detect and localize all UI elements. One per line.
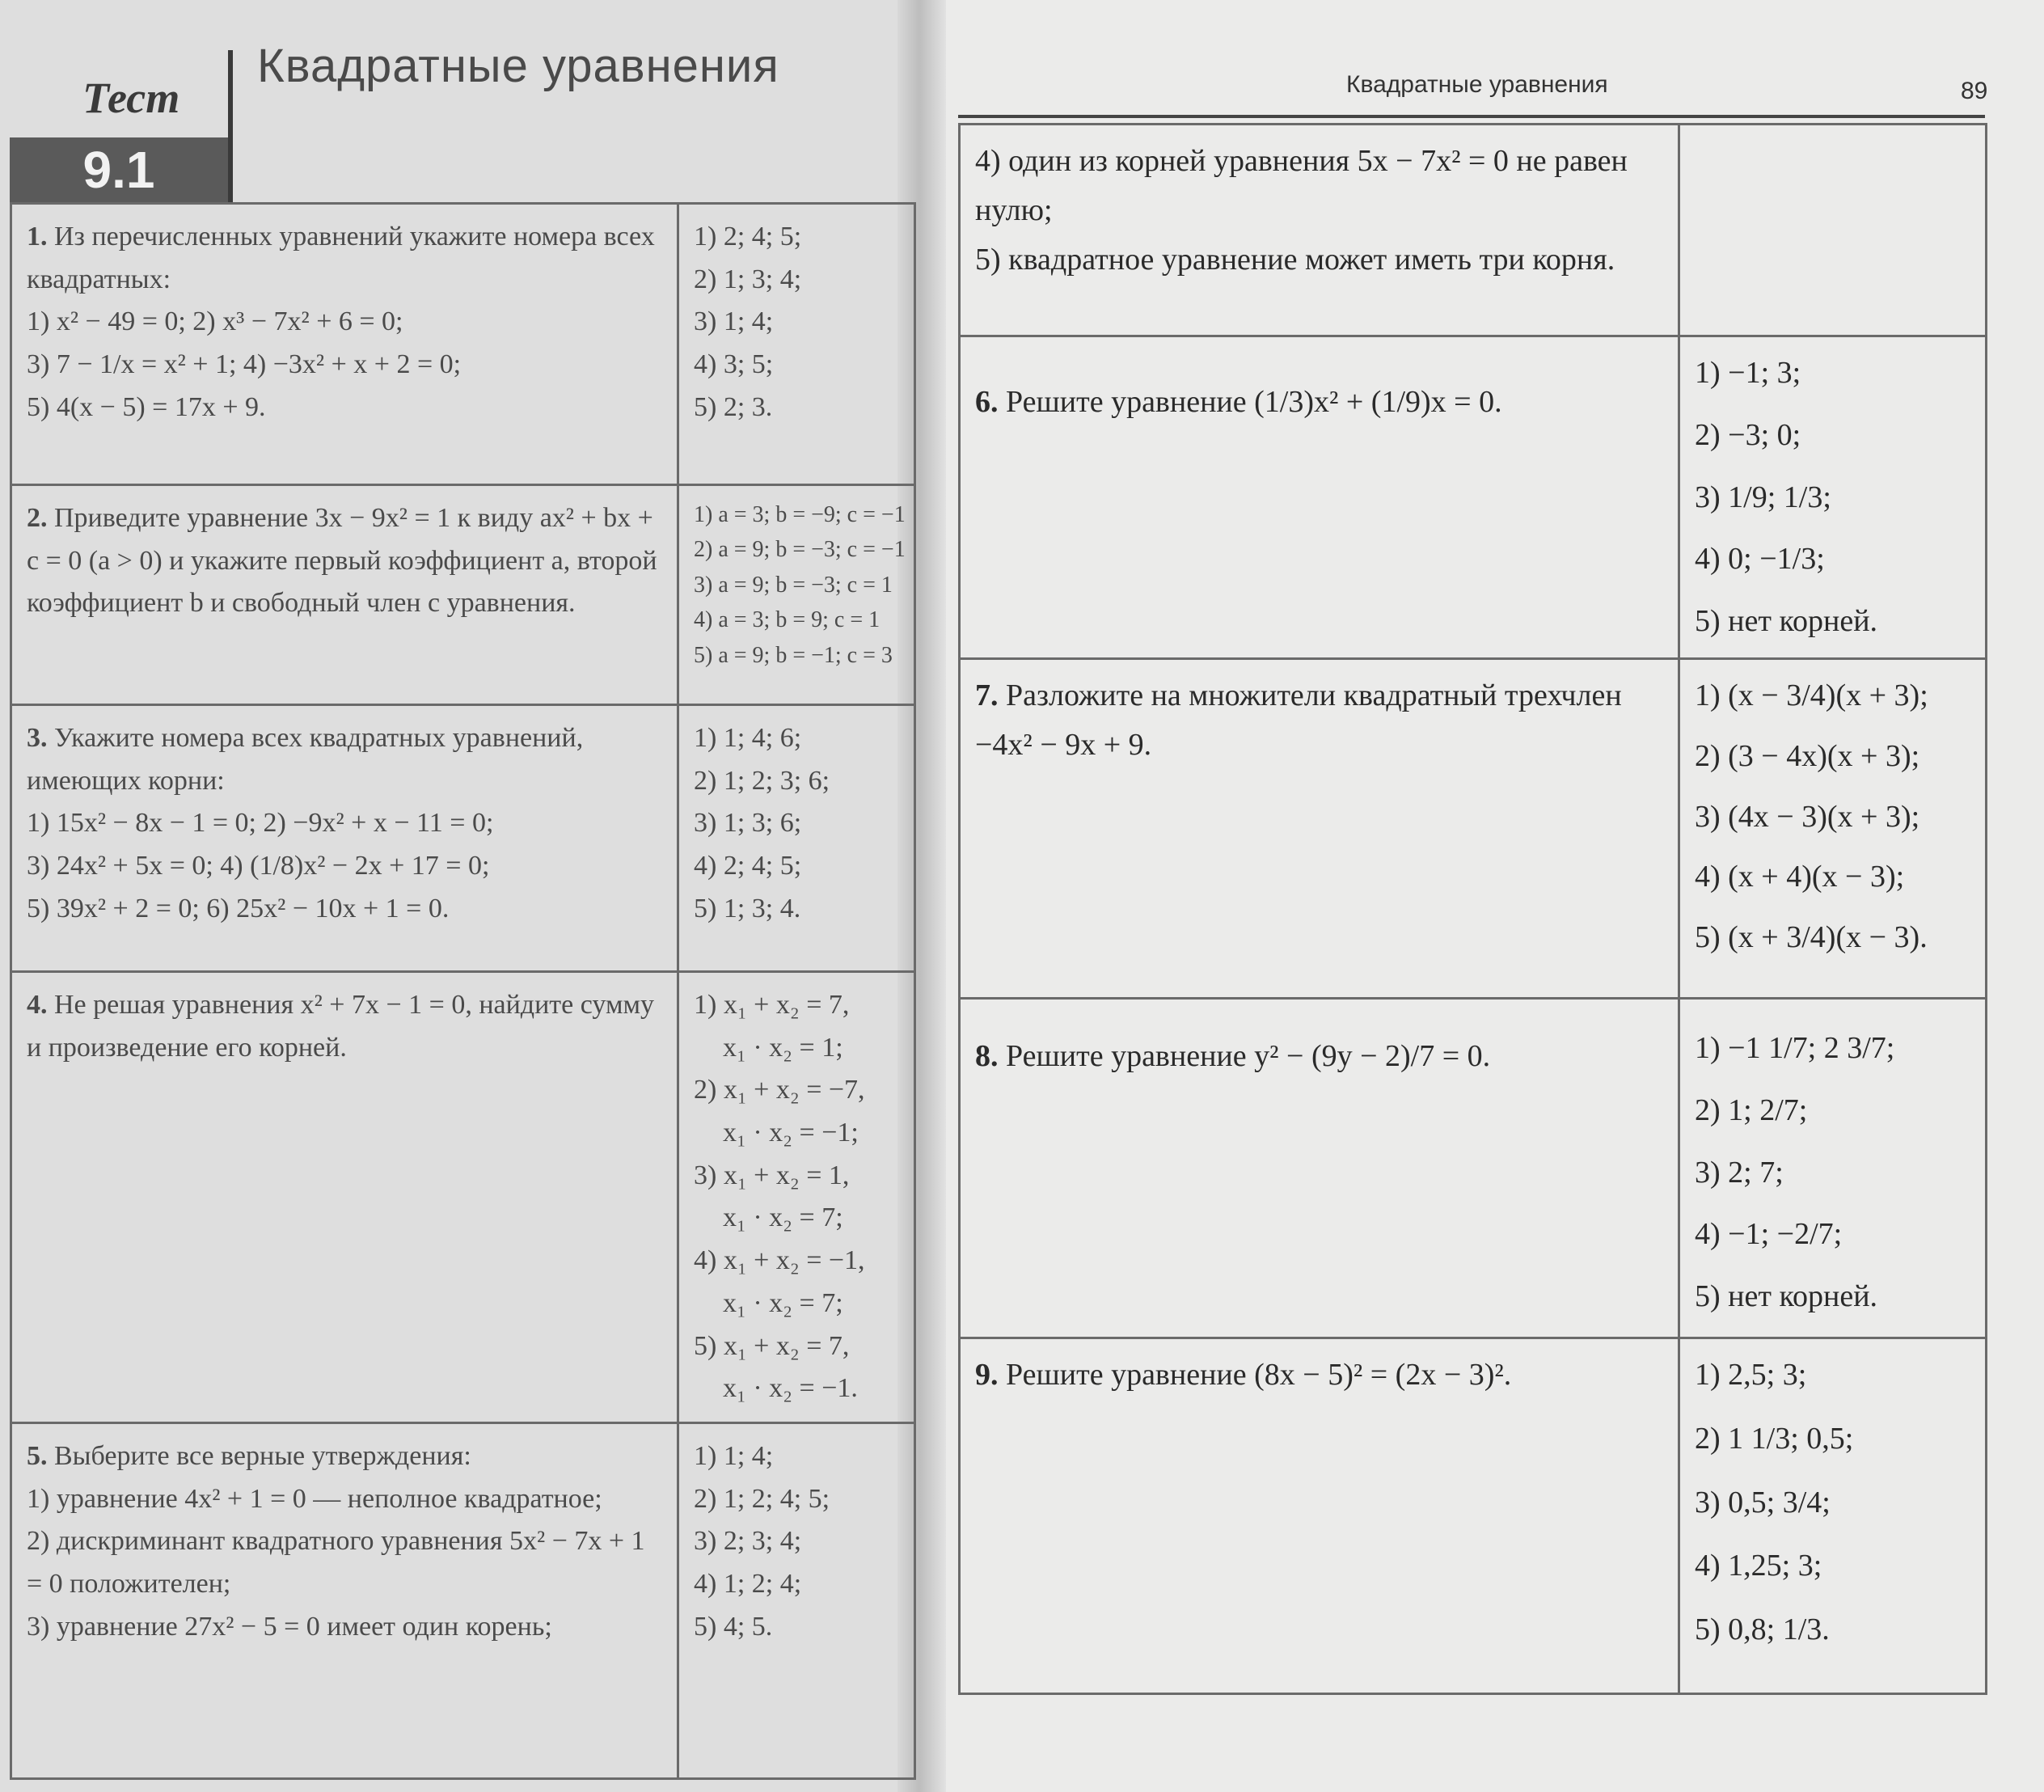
answer-cell bbox=[1679, 658, 1987, 998]
answer-option[interactable]: 2) a = 9; b = −3; c = −1 bbox=[694, 537, 906, 563]
answer-option[interactable]: 5) нет корней. bbox=[1695, 604, 1878, 639]
answer-option[interactable]: 4) 0; −1/3; bbox=[1695, 542, 1825, 577]
answer-option[interactable]: 1) 1; 4; bbox=[694, 1440, 774, 1471]
answer-option[interactable]: 5) x₁ + x₂ = 7, bbox=[694, 1330, 850, 1361]
answer-option[interactable]: 3) 2; 3; 4; bbox=[694, 1526, 802, 1557]
answer-option[interactable]: 1) −1; 3; bbox=[1695, 356, 1801, 390]
title-divider bbox=[228, 50, 233, 204]
question-cell bbox=[960, 336, 1679, 659]
question-text: Решите уравнение y² − (9y − 2)/7 = 0. bbox=[1006, 1038, 1491, 1073]
question-cell bbox=[960, 998, 1679, 1338]
continuation-row bbox=[960, 125, 1987, 336]
question-row-2 bbox=[11, 485, 915, 705]
answer-option[interactable]: 5) (x + 3/4)(x − 3). bbox=[1695, 920, 1928, 955]
left-question-table bbox=[10, 202, 916, 1780]
question-text: Решите уравнение (8x − 5)² = (2x − 3)². bbox=[1006, 1357, 1512, 1392]
answer-option-line: x₁ · x₂ = −1. bbox=[723, 1373, 858, 1404]
question-item: 3) 7 − 1/x = x² + 1; 4) −3x² + x + 2 = 0; bbox=[27, 349, 462, 380]
question-cell bbox=[11, 204, 678, 485]
question-row-4 bbox=[11, 972, 915, 1423]
answer-option-line: x₁ · x₂ = 7; bbox=[723, 1287, 843, 1318]
answer-option[interactable]: 2) 1 1/3; 0,5; bbox=[1695, 1421, 1854, 1456]
statement-item: 5) квадратное уравнение может иметь три корня. bbox=[975, 242, 1615, 277]
question-number: 2. bbox=[27, 503, 48, 533]
question-number: 9. bbox=[975, 1357, 999, 1392]
question-cell bbox=[11, 705, 678, 972]
answer-option[interactable]: 3) 1/9; 1/3; bbox=[1695, 480, 1831, 514]
question-text: Не решая уравнения x² + 7x − 1 = 0, найдите сумму и произведение его корней. bbox=[27, 990, 654, 1063]
question-row-3 bbox=[11, 705, 915, 972]
answer-cell bbox=[1679, 125, 1987, 336]
question-row-6 bbox=[960, 336, 1987, 659]
question-row-7 bbox=[960, 658, 1987, 998]
question-text: Выберите все верные утверждения: bbox=[54, 1440, 471, 1471]
header-rule bbox=[958, 115, 1985, 118]
answer-option[interactable]: 3) 1; 4; bbox=[694, 306, 774, 337]
answer-option[interactable]: 2) 1; 2; 3; 6; bbox=[694, 765, 830, 796]
question-number: 6. bbox=[975, 385, 999, 419]
answer-option[interactable]: 1) a = 3; b = −9; c = −1 bbox=[694, 502, 906, 527]
question-item: 3) 24x² + 5x = 0; 4) (1/8)x² − 2x + 17 = 0; bbox=[27, 851, 490, 881]
question-row-1 bbox=[11, 204, 915, 485]
question-number: 5. bbox=[27, 1440, 48, 1471]
right-question-table bbox=[958, 123, 1987, 1695]
answer-option[interactable]: 3) 0,5; 3/4; bbox=[1695, 1485, 1831, 1519]
question-number: 7. bbox=[975, 678, 999, 712]
test-number: 9.1 bbox=[10, 137, 228, 202]
answer-option[interactable]: 4) x₁ + x₂ = −1, bbox=[694, 1245, 865, 1276]
question-cell bbox=[11, 972, 678, 1423]
answer-option-line: x₁ · x₂ = 1; bbox=[723, 1032, 843, 1063]
question-text: Из перечисленных уравнений укажите номера всех квадратных: bbox=[27, 222, 655, 294]
test-badge bbox=[10, 73, 228, 202]
answer-option[interactable]: 2) 1; 2/7; bbox=[1695, 1093, 1808, 1127]
answer-option[interactable]: 2) 1; 3; 4; bbox=[694, 264, 802, 294]
answer-option-line: x₁ · x₂ = −1; bbox=[723, 1118, 859, 1148]
question-row-9 bbox=[960, 1338, 1987, 1693]
answer-option[interactable]: 3) a = 9; b = −3; c = 1 bbox=[694, 572, 893, 598]
answer-option[interactable]: 2) −3; 0; bbox=[1695, 417, 1801, 452]
question-number: 4. bbox=[27, 990, 48, 1020]
answer-cell bbox=[678, 972, 915, 1423]
question-item: 2) дискриминант квадратного уравнения 5x² − 7x + 1 = 0 положителен; bbox=[27, 1526, 645, 1599]
answer-option[interactable]: 1) (x − 3/4)(x + 3); bbox=[1695, 678, 1928, 712]
answer-cell bbox=[1679, 1338, 1987, 1693]
answer-option[interactable]: 4) a = 3; b = 9; c = 1 bbox=[694, 607, 881, 633]
answer-option[interactable]: 4) −1; −2/7; bbox=[1695, 1217, 1843, 1252]
question-row-8 bbox=[960, 998, 1987, 1338]
answer-option[interactable]: 5) нет корней. bbox=[1695, 1279, 1878, 1314]
answer-option[interactable]: 3) x₁ + x₂ = 1, bbox=[694, 1160, 850, 1190]
question-cell bbox=[960, 658, 1679, 998]
answer-option[interactable]: 5) 1; 3; 4. bbox=[694, 893, 801, 923]
answer-option[interactable]: 2) 1; 2; 4; 5; bbox=[694, 1483, 830, 1514]
answer-option[interactable]: 3) 2; 7; bbox=[1695, 1155, 1784, 1190]
answer-option[interactable]: 3) (4x − 3)(x + 3); bbox=[1695, 799, 1920, 834]
answer-option[interactable]: 5) 0,8; 1/3. bbox=[1695, 1612, 1830, 1647]
answer-option[interactable]: 1) 1; 4; 6; bbox=[694, 723, 802, 753]
question-item: 5) 39x² + 2 = 0; 6) 25x² − 10x + 1 = 0. bbox=[27, 893, 450, 923]
answer-option[interactable]: 5) 2; 3. bbox=[694, 391, 773, 422]
answer-option[interactable]: 4) 1,25; 3; bbox=[1695, 1549, 1822, 1583]
answer-option[interactable]: 1) 2,5; 3; bbox=[1695, 1357, 1807, 1392]
question-cell bbox=[960, 125, 1679, 336]
answer-option[interactable]: 2) (3 − 4x)(x + 3); bbox=[1695, 738, 1920, 773]
question-item: 1) уравнение 4x² + 1 = 0 — неполное квадратное; bbox=[27, 1483, 602, 1514]
question-item: 3) уравнение 27x² − 5 = 0 имеет один корень; bbox=[27, 1611, 552, 1642]
question-item: 1) x² − 49 = 0; 2) x³ − 7x² + 6 = 0; bbox=[27, 306, 403, 337]
answer-option[interactable]: 5) 4; 5. bbox=[694, 1611, 773, 1642]
question-row-5 bbox=[11, 1422, 915, 1778]
question-text: Приведите уравнение 3x − 9x² = 1 к виду ax² + bx + c = 0 (a > 0) и укажите первый коэффициент a, второй коэффициент b и свободный член c уравнения. bbox=[27, 503, 657, 619]
question-text: Решите уравнение (1/3)x² + (1/9)x = 0. bbox=[1006, 385, 1502, 419]
running-head: Квадратные уравнения bbox=[1346, 71, 1608, 98]
answer-option[interactable]: 1) −1 1/7; 2 3/7; bbox=[1695, 1030, 1895, 1065]
answer-option[interactable]: 1) x₁ + x₂ = 7, bbox=[694, 990, 850, 1020]
answer-cell bbox=[678, 1422, 915, 1778]
answer-option[interactable]: 4) 3; 5; bbox=[694, 349, 774, 380]
answer-option[interactable]: 3) 1; 3; 6; bbox=[694, 808, 802, 839]
question-item: 1) 15x² − 8x − 1 = 0; 2) −9x² + x − 11 = 0; bbox=[27, 808, 494, 839]
question-number: 3. bbox=[27, 723, 48, 753]
answer-cell bbox=[1679, 998, 1987, 1338]
answer-cell bbox=[678, 204, 915, 485]
test-label: Тест bbox=[82, 74, 180, 122]
statement-item: 4) один из корней уравнения 5x − 7x² = 0 не равен нулю; bbox=[975, 144, 1628, 227]
page-number: 89 bbox=[1961, 78, 1988, 104]
question-cell bbox=[11, 1422, 678, 1778]
answer-option-line: x₁ · x₂ = 7; bbox=[723, 1202, 843, 1233]
left-page-title: Квадратные уравнения bbox=[257, 40, 779, 92]
answer-option[interactable]: 1) 2; 4; 5; bbox=[694, 222, 802, 251]
question-cell bbox=[960, 1338, 1679, 1693]
question-item: 5) 4(x − 5) = 17x + 9. bbox=[27, 391, 266, 422]
answer-option[interactable]: 4) (x + 4)(x − 3); bbox=[1695, 860, 1905, 894]
answer-cell bbox=[678, 705, 915, 972]
answer-cell bbox=[1679, 336, 1987, 659]
question-number: 1. bbox=[27, 222, 48, 251]
question-text: Укажите номера всех квадратных уравнений, имеющих корни: bbox=[27, 723, 584, 796]
answer-option[interactable]: 4) 1; 2; 4; bbox=[694, 1568, 802, 1599]
answer-cell bbox=[678, 485, 915, 705]
answer-option[interactable]: 4) 2; 4; 5; bbox=[694, 851, 802, 881]
answer-option[interactable]: 5) a = 9; b = −1; c = 3 bbox=[694, 642, 893, 668]
question-number: 8. bbox=[975, 1038, 999, 1073]
answer-option[interactable]: 2) x₁ + x₂ = −7, bbox=[694, 1075, 865, 1105]
question-cell bbox=[11, 485, 678, 705]
question-text: Разложите на множители квадратный трехчлен −4x² − 9x + 9. bbox=[975, 678, 1622, 762]
